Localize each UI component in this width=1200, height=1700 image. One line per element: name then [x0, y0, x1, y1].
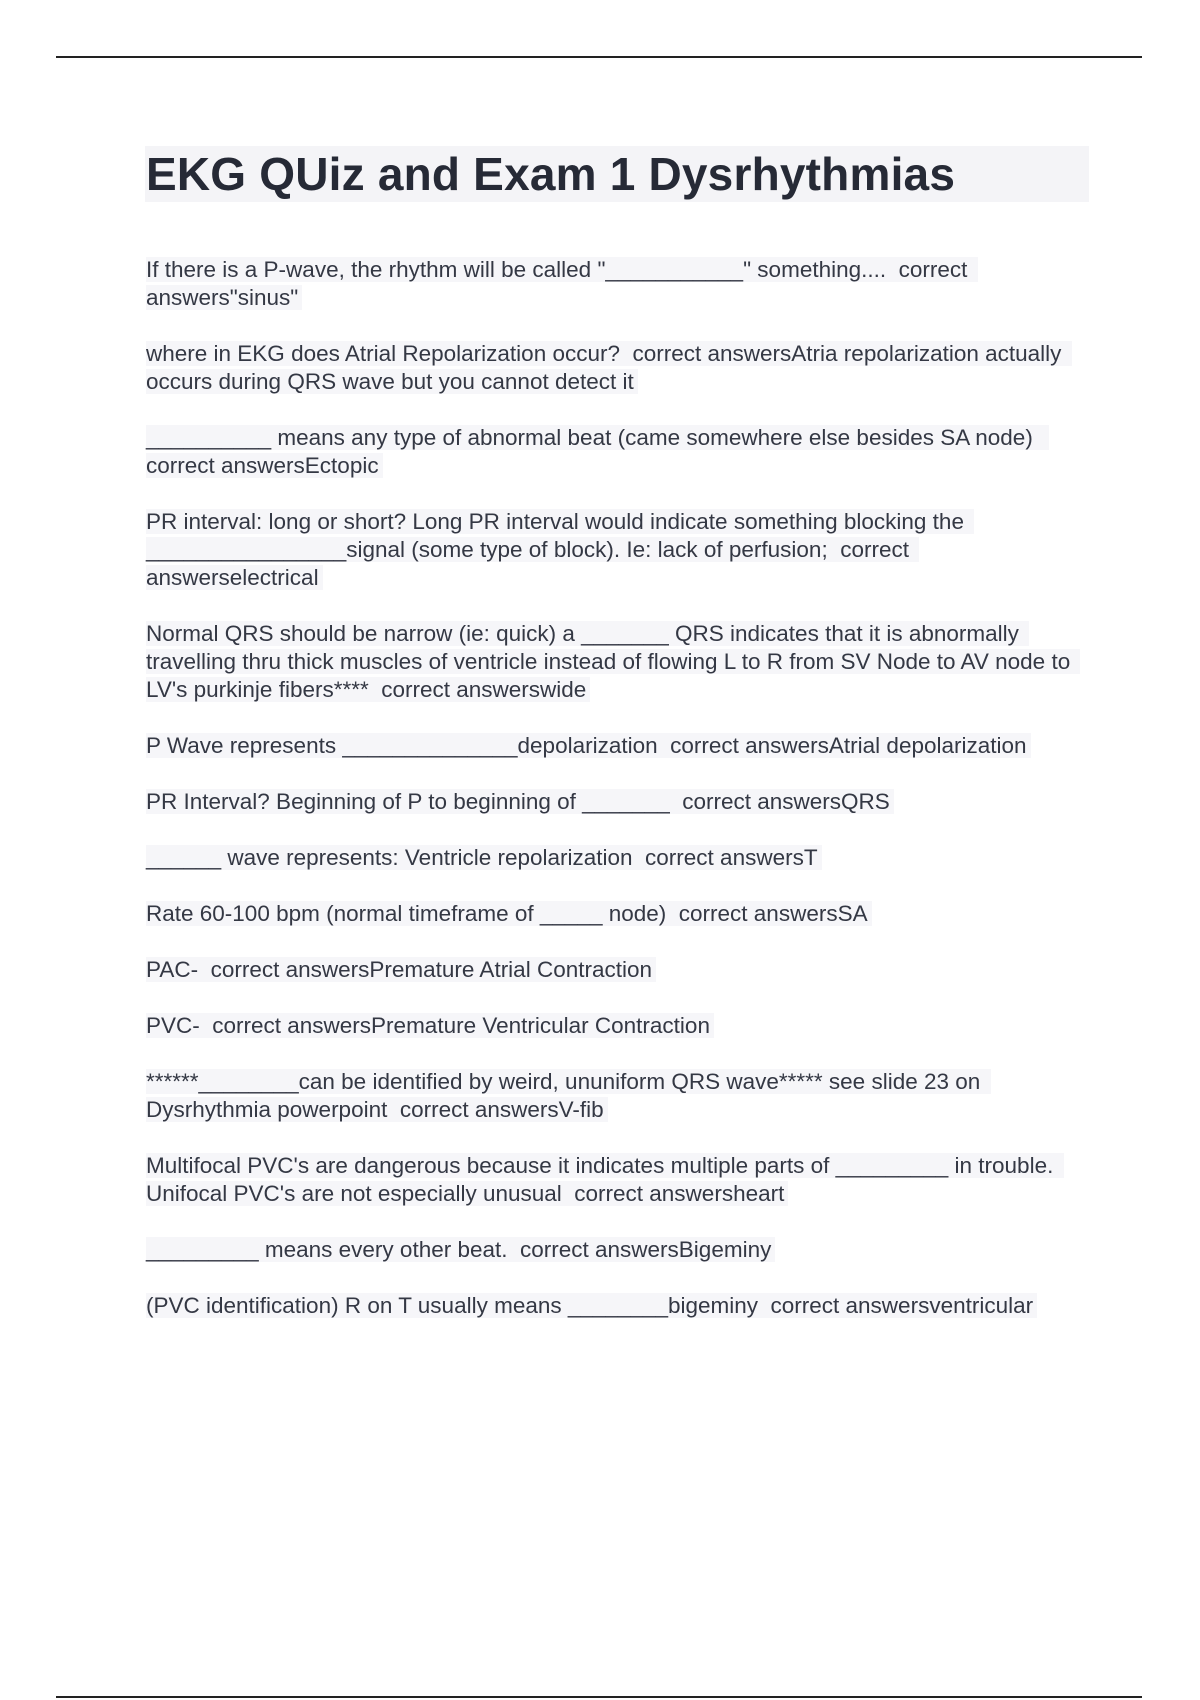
qa-text: PAC- correct answersPremature Atrial Contraction	[146, 957, 656, 982]
qa-text: ______ wave represents: Ventricle repolarization correct answersT	[146, 845, 822, 870]
qa-item	[146, 900, 1090, 928]
qa-item	[146, 620, 1090, 704]
qa-text: _________ means every other beat. correct answersBigeminy	[146, 1237, 775, 1262]
qa-item	[146, 1152, 1090, 1208]
qa-text: PR interval: long or short? Long PR interval would indicate something blocking the ________________signal (some type of block). Ie: lack of perfusion; correct answerselectrical	[146, 509, 974, 590]
qa-text: ******________can be identified by weird, ununiform QRS wave***** see slide 23 on Dysrhythmia powerpoint correct answersV-fib	[146, 1069, 991, 1122]
qa-text: PR Interval? Beginning of P to beginning of _______ correct answersQRS	[146, 789, 894, 814]
bottom-rule	[56, 1696, 1142, 1698]
qa-text: P Wave represents ______________depolarization correct answersAtrial depolarization	[146, 733, 1031, 758]
qa-text: Rate 60-100 bpm (normal timeframe of _____ node) correct answersSA	[146, 901, 872, 926]
qa-item	[146, 424, 1090, 480]
qa-item	[146, 1012, 1090, 1040]
qa-item	[146, 1236, 1090, 1264]
qa-item	[146, 732, 1090, 760]
qa-text: where in EKG does Atrial Repolarization occur? correct answersAtria repolarization actually occurs during QRS wave but you cannot detect it	[146, 341, 1072, 394]
qa-text: If there is a P-wave, the rhythm will be called "___________" something.... correct answers"sinus"	[146, 257, 978, 310]
qa-list	[146, 256, 1090, 1348]
qa-item	[146, 508, 1090, 592]
qa-item	[146, 788, 1090, 816]
qa-item	[146, 340, 1090, 396]
qa-item	[146, 1068, 1090, 1124]
document-title: EKG QUiz and Exam 1 Dysrhythmias	[146, 148, 956, 200]
qa-text: __________ means any type of abnormal beat (came somewhere else besides SA node) correct answersEctopic	[146, 425, 1049, 478]
qa-item	[146, 1292, 1090, 1320]
qa-item	[146, 256, 1090, 312]
qa-item	[146, 956, 1090, 984]
qa-text: (PVC identification) R on T usually means ________bigeminy correct answersventricular	[146, 1293, 1037, 1318]
top-rule	[56, 56, 1142, 58]
qa-text: Multifocal PVC's are dangerous because it indicates multiple parts of _________ in trouble. Unifocal PVC's are not especially unusual correct answersheart	[146, 1153, 1064, 1206]
qa-text: PVC- correct answersPremature Ventricular Contraction	[146, 1013, 714, 1038]
qa-text: Normal QRS should be narrow (ie: quick) a _______ QRS indicates that it is abnormally travelling thru thick muscles of ventricle instead of flowing L to R from SV Node to AV node to LV's purkinje fibers**** correct answerswide	[146, 621, 1080, 702]
qa-item	[146, 844, 1090, 872]
